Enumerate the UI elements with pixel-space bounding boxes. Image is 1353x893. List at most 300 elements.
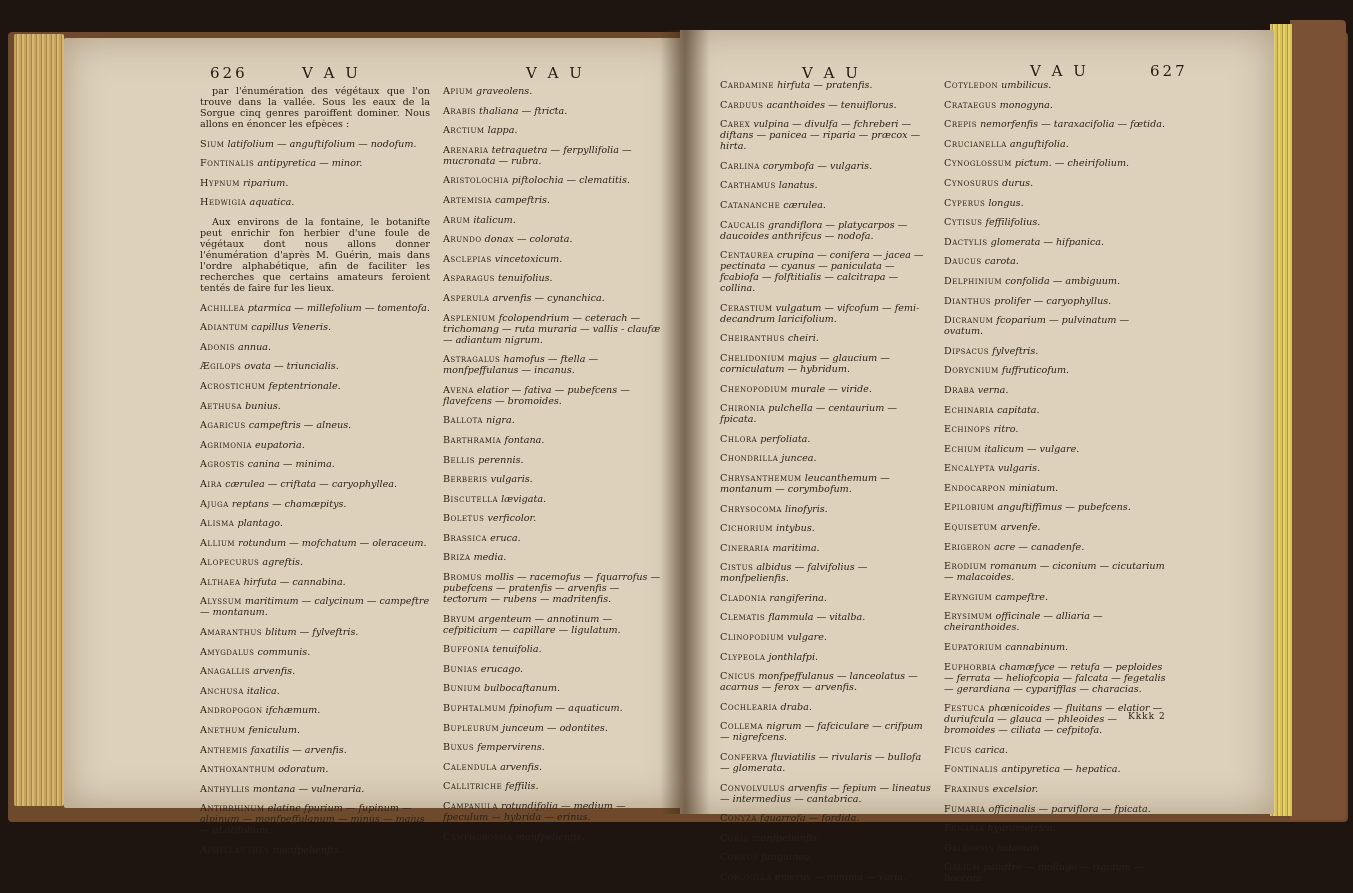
species-entry: [944, 823, 1170, 834]
species-entry: [200, 420, 430, 431]
genus-name: Dipsacus: [944, 345, 990, 357]
genus-name: Cotyledon: [944, 80, 999, 91]
species-entry: [200, 764, 430, 775]
genus-name: Ficus: [944, 744, 972, 756]
genus-name: Echinaria: [944, 404, 994, 416]
species-entry: [944, 276, 1170, 287]
species-names: maritimum — calycinum — campeftre — montanum.: [200, 596, 430, 619]
genus-name: Delphinium: [944, 275, 1002, 287]
species-entry: [200, 745, 430, 756]
right-page-number: 627: [1150, 62, 1188, 80]
species-entry: [944, 158, 1170, 169]
genus-name: Erysimum: [944, 611, 993, 623]
species-names: phœnicoides — fluitans — elatior — duriufcula — glauca — phleoides — bromoides — ciliata — cefpitofa.: [944, 703, 1163, 737]
species-entry: [720, 161, 932, 172]
genus-name: Brassica: [443, 532, 488, 544]
species-entry: [944, 100, 1170, 111]
species-entry: [720, 702, 932, 713]
species-entry: [944, 662, 1170, 695]
species-entry: [200, 342, 430, 353]
species-entry: [200, 577, 430, 588]
right-page-column-1: [720, 80, 932, 892]
species-names: fempervirens.: [477, 742, 545, 754]
species-entry: [200, 459, 430, 470]
genus-name: Buxus: [443, 742, 475, 754]
genus-name: Calendula: [443, 761, 497, 773]
right-page-column-2: [944, 80, 1170, 893]
species-entry: [200, 725, 430, 736]
genus-name: Antirrhinum: [200, 803, 265, 815]
species-entry: [720, 504, 932, 515]
species-names: monfpelienfis.: [515, 831, 585, 843]
species-entry: [944, 764, 1170, 775]
species-names: hirfuta — cannabina.: [243, 576, 346, 588]
genus-name: Cornus: [720, 852, 759, 864]
species-entry: [443, 435, 665, 446]
species-names: capitata.: [997, 404, 1040, 416]
species-entry: [443, 832, 665, 843]
species-names: rotundifolia — medium — fpeculum — hybrida — erinus.: [443, 801, 626, 823]
genus-name: Caucalis: [720, 219, 765, 231]
genus-name: Bupleurum: [443, 722, 500, 734]
species-names: ovata — triuncialis.: [244, 361, 339, 373]
species-entry: [944, 444, 1170, 455]
genus-name: Bryum: [443, 613, 476, 625]
species-names: faxatilis — arvenfis.: [250, 744, 347, 756]
species-names: grandiflora — platycarpos — daucoides anthrifcus — nodofa.: [720, 219, 908, 242]
species-entry: [944, 522, 1170, 533]
species-names: feniculum.: [248, 725, 300, 737]
species-entry: [200, 158, 430, 169]
genus-name: Aethusa: [200, 400, 243, 412]
species-names: monfpeffulanus — lanceolatus — acarnus — ferox — arvenfis.: [720, 671, 918, 694]
signature-mark: Kkkk 2: [1128, 712, 1166, 722]
genus-name: Anethum: [200, 725, 246, 737]
species-names: annua.: [238, 341, 272, 353]
genus-name: Cheiranthus: [720, 333, 785, 345]
genus-name: Sium: [200, 138, 225, 150]
genus-name: Bellis: [443, 454, 476, 466]
species-names: feffilifolius.: [985, 217, 1041, 229]
species-entry: [944, 296, 1170, 307]
species-entry: [720, 384, 932, 395]
species-entry: [720, 721, 932, 743]
genus-name: Aira: [200, 478, 223, 490]
species-names: cannabinum.: [1005, 642, 1069, 654]
species-entry: [443, 145, 665, 167]
species-names: linofyris.: [785, 503, 828, 515]
species-names: pulchella — centaurium — fpicata.: [720, 403, 897, 426]
species-names: nigra.: [486, 415, 515, 427]
species-entry: [200, 557, 430, 568]
species-entry: [200, 627, 430, 638]
genus-name: Buphtalmum: [443, 703, 506, 715]
species-names: eruca.: [490, 532, 521, 544]
species-entry: [944, 405, 1170, 416]
species-entry: [944, 80, 1170, 91]
left-page-column-2: [443, 86, 665, 851]
genus-name: Avena: [443, 384, 474, 396]
species-names: anguftiffimus — pubefcens.: [997, 502, 1131, 514]
genus-name: Chrysocoma: [720, 503, 782, 515]
species-names: antipyretica — minor.: [257, 158, 363, 170]
species-entry: [443, 533, 665, 544]
species-entry: [944, 483, 1170, 494]
species-names: lævigata.: [501, 493, 547, 505]
genus-name: Callitriche: [443, 781, 503, 793]
genus-name: Amaranthus: [200, 627, 263, 639]
species-entry: [944, 178, 1170, 189]
species-entry: [944, 745, 1170, 756]
species-entry: [944, 365, 1170, 376]
genus-name: Chenopodium: [720, 383, 788, 395]
species-names: thaliana — ftriƈta.: [479, 105, 568, 117]
genus-name: Briza: [443, 552, 471, 564]
species-entry: [443, 572, 665, 605]
genus-name: Galium: [944, 862, 981, 874]
species-names: umbilicus.: [1001, 80, 1052, 91]
species-names: piƈtum. — cheirifolium.: [1014, 158, 1130, 170]
species-list: [720, 80, 932, 883]
species-names: bulbocaftanum.: [483, 683, 561, 695]
species-entry: [720, 872, 932, 883]
species-entry: [443, 215, 665, 226]
species-entry: [200, 538, 430, 549]
species-names: fylveftris.: [992, 345, 1039, 357]
species-entry: [720, 593, 932, 604]
species-names: hirfuta — pratenfis.: [777, 80, 873, 91]
species-entry: [944, 217, 1170, 228]
genus-name: Acrostichum: [200, 380, 266, 392]
species-names: fpinofum — aquaticum.: [509, 703, 623, 715]
species-names: odoratum.: [278, 764, 329, 776]
species-entry: [200, 518, 430, 529]
genus-name: Berberis: [443, 474, 488, 486]
species-names: officinalis — parviflora — fpicata.: [988, 803, 1151, 815]
genus-name: Festuca: [944, 703, 986, 715]
left-page-number: 626: [210, 64, 248, 82]
species-entry: [200, 197, 430, 208]
species-entry: [720, 403, 932, 425]
species-names: ifchæmum.: [265, 705, 321, 717]
genus-name: Coronilla: [720, 872, 772, 883]
species-names: arvenfis — fepium — lineatus — intermedius — cantabrica.: [720, 782, 931, 805]
species-names: miniatum.: [1008, 482, 1059, 494]
genus-name: Campanula: [443, 801, 498, 812]
species-names: corymbofa — vulgaris.: [762, 160, 873, 172]
species-entry: [443, 354, 665, 376]
species-names: intybus.: [775, 523, 815, 535]
species-entry: [443, 683, 665, 694]
genus-name: Cichorium: [720, 523, 773, 535]
genus-name: Hedwigia: [200, 197, 247, 209]
species-list: [443, 86, 665, 843]
species-names: campeftris.: [494, 194, 551, 206]
species-list: [944, 80, 1170, 884]
species-entry: [944, 198, 1170, 209]
species-entry: [200, 322, 430, 333]
species-names: erucago.: [480, 663, 524, 675]
genus-name: Clematis: [720, 612, 766, 624]
genus-name: Crepis: [944, 119, 977, 131]
species-entry: [720, 100, 932, 111]
species-names: capillus Veneris.: [251, 322, 332, 334]
genus-name: Equisetum: [944, 522, 998, 534]
species-entry: [944, 804, 1170, 815]
species-entry: [443, 742, 665, 753]
species-entry: [443, 801, 665, 823]
species-names: draba.: [780, 701, 812, 713]
species-names: italicum — vulgare.: [984, 443, 1080, 455]
species-list: [200, 303, 430, 856]
species-entry: [720, 453, 932, 464]
species-names: tetraquetra — ferpyllifolia — mucronata — rubra.: [443, 144, 632, 167]
species-entry: [720, 752, 932, 774]
species-entry: [720, 333, 932, 344]
species-entry: [200, 499, 430, 510]
species-entry: [443, 781, 665, 792]
species-names: ptarmica — millefolium — tomentofa.: [247, 302, 430, 314]
genus-name: Dianthus: [944, 295, 992, 307]
species-entry: [720, 671, 932, 693]
species-entry: [443, 474, 665, 485]
genus-name: Daucus: [944, 256, 982, 268]
genus-name: Althaea: [200, 576, 241, 588]
genus-name: Conferva: [720, 752, 768, 764]
species-entry: [443, 455, 665, 466]
species-names: rotundum — mofchatum — oleraceum.: [238, 537, 427, 549]
genus-name: Cistus: [720, 562, 754, 574]
genus-name: Cineraria: [720, 542, 770, 554]
genus-name: Achillea: [200, 302, 245, 314]
genus-name: Alyssum: [200, 596, 242, 608]
species-names: agreftis.: [262, 557, 303, 569]
left-running-head-1: V A U: [302, 64, 361, 82]
species-names: feptentrionale.: [268, 380, 341, 392]
species-names: murale — viride.: [790, 383, 872, 395]
species-entry: [200, 803, 430, 836]
species-entry: [200, 686, 430, 697]
species-entry: [944, 139, 1170, 150]
species-entry: [720, 200, 932, 211]
species-names: arvenfe.: [1000, 522, 1041, 534]
species-entry: [944, 385, 1170, 396]
species-names: glomerata — hifpanica.: [990, 236, 1105, 248]
genus-name: Allium: [200, 537, 236, 549]
species-names: chamæfyce — retufa — peploides — ferrata — heliofcopia — falcata — fegetalis — gerardiana — cyparifflas — characias.: [944, 661, 1166, 695]
species-names: perfoliata.: [760, 433, 811, 445]
genus-name: Fumaria: [944, 803, 986, 815]
species-names: tenuifolius.: [498, 273, 553, 285]
genus-name: Erigeron: [944, 541, 991, 553]
species-names: cærulea.: [783, 199, 826, 211]
species-names: paluftre — mollugo — rigidum — bocconi: [944, 862, 1144, 885]
species-entry: [720, 852, 932, 863]
species-entry: [944, 119, 1170, 130]
species-names: vulpina — divulfa — fchreberi — diftans — panicea — riparia — præcox — hirta.: [720, 119, 921, 153]
species-entry: [944, 542, 1170, 553]
genus-name: Clinopodium: [720, 632, 785, 644]
species-entry: [944, 642, 1170, 653]
species-entry: [944, 346, 1170, 357]
species-entry: [944, 315, 1170, 337]
species-names: donax — colorata.: [484, 234, 573, 246]
species-names: mollis — racemofus — fquarrofus — pubefcens — pratenfis — arvenfis — teƈtorum — rubens — madritenfis.: [443, 572, 661, 606]
genus-name: Cynoglossum: [944, 158, 1012, 170]
genus-name: Astragalus: [443, 354, 501, 366]
genus-name: Chironia: [720, 403, 766, 415]
genus-name: Adonis: [200, 341, 235, 353]
species-entry: [443, 273, 665, 284]
left-page-column-1: [200, 86, 430, 865]
species-names: prolifer — caryophyllus.: [994, 295, 1112, 307]
species-names: fanguinea.: [761, 852, 813, 864]
species-names: lappa.: [487, 125, 518, 137]
species-names: officinale — alliaria — cheiranthoides.: [944, 611, 1103, 634]
species-entry: [443, 513, 665, 524]
species-names: perennis.: [478, 454, 524, 466]
species-names: cheiri.: [787, 333, 819, 345]
right-running-head-2: V A U: [1030, 62, 1089, 80]
genus-name: Chlora: [720, 433, 758, 445]
genus-name: Galeopsis: [944, 842, 994, 854]
genus-name: Arctium: [443, 125, 485, 137]
species-names: argenteum — annotinum — cefpiticium — capillare — ligulatum.: [443, 613, 621, 636]
species-names: durus.: [1002, 177, 1034, 189]
genus-name: Draba: [944, 384, 975, 396]
species-entry: [944, 843, 1170, 854]
species-names: fuffruticofum.: [1001, 365, 1070, 377]
genus-name: Dactylis: [944, 236, 988, 248]
species-names: majus — glaucium — corniculatum — hybridum.: [720, 352, 890, 375]
species-names: elatine fpurium — fupinum — alpinum — monfpeffulanum — minus — majus — oLatifolium.: [200, 803, 425, 837]
genus-name: Erodium: [944, 561, 987, 573]
water-species-list: [200, 139, 430, 209]
species-names: vulgaris.: [997, 463, 1041, 475]
species-names: italicum.: [473, 214, 516, 226]
species-names: fquarrofa — fordida.: [759, 813, 860, 825]
species-names: canina — minima.: [247, 459, 335, 471]
species-entry: [443, 195, 665, 206]
genus-name: Dicranum: [944, 315, 994, 327]
genus-name: Fontinalis: [944, 764, 999, 776]
genus-name: Andropogon: [200, 705, 263, 717]
species-entry: [720, 523, 932, 534]
genus-name: Eupatorium: [944, 642, 1003, 654]
species-entry: [443, 234, 665, 245]
species-names: campeftre.: [995, 591, 1049, 603]
species-entry: [200, 440, 430, 451]
species-names: campeftris — alneus.: [248, 420, 352, 432]
species-names: acanthoides — tenuiflorus.: [766, 99, 897, 111]
species-names: carica.: [975, 744, 1008, 756]
species-names: reptans — chamæpitys.: [231, 498, 347, 510]
genus-name: Amygdalus: [200, 646, 255, 658]
species-names: monogyna.: [999, 99, 1053, 111]
species-names: flammula — vitalba.: [768, 612, 866, 624]
genus-name: Asclepias: [443, 253, 492, 265]
species-names: emerus — minima — varia.: [774, 872, 907, 883]
species-entry: [200, 784, 430, 795]
species-entry: [720, 353, 932, 375]
species-entry: [443, 614, 665, 636]
genus-name: Centaurea: [720, 250, 774, 262]
species-entry: [443, 106, 665, 117]
species-entry: [200, 647, 430, 658]
genus-name: Alisma: [200, 518, 235, 530]
genus-name: Hypnum: [200, 177, 240, 189]
right-cover: [1290, 20, 1346, 820]
species-names: lanatus.: [778, 180, 818, 192]
genus-name: Adiantum: [200, 322, 249, 334]
species-entry: [944, 463, 1170, 474]
species-names: monfpelienfis.: [272, 845, 342, 856]
species-names: feffilis.: [505, 781, 539, 793]
species-entry: [443, 494, 665, 505]
species-names: excelsior.: [992, 784, 1039, 795]
species-names: leucanthemum — montanum — corymbofum.: [720, 472, 890, 495]
genus-name: Carthamus: [720, 180, 776, 192]
species-names: fcolopendrium — ceterach — trichomang — ruta muraria — vallis - claufæ — adiantum nigrum.: [443, 312, 661, 346]
genus-name: Crucianella: [944, 138, 1007, 150]
species-names: cærulea — criftata — caryophyllea.: [225, 478, 398, 490]
genus-name: Agrimonia: [200, 439, 252, 451]
species-entry: [443, 254, 665, 265]
species-names: latifolium — anguftifolium — nodofum.: [227, 138, 417, 150]
species-names: media.: [473, 552, 507, 564]
genus-name: Fontinalis: [200, 158, 255, 170]
species-entry: [720, 303, 932, 325]
genus-name: Anthyllis: [200, 783, 250, 795]
species-entry: [443, 552, 665, 563]
species-names: montana — vulneraria.: [252, 783, 365, 795]
species-entry: [720, 80, 932, 91]
species-entry: [443, 703, 665, 714]
genus-name: Alopecurus: [200, 557, 260, 569]
species-names: verna.: [977, 384, 1009, 396]
genus-name: Arum: [443, 214, 471, 226]
species-names: vincetoxicum.: [494, 253, 563, 265]
species-entry: [944, 561, 1170, 583]
species-names: verficolor.: [487, 513, 537, 525]
species-entry: [720, 783, 932, 805]
genus-name: Chondrilla: [720, 453, 779, 465]
species-entry: [200, 479, 430, 490]
genus-name: Asplenium: [443, 312, 496, 324]
species-entry: [443, 313, 665, 346]
genus-name: Arenaria: [443, 144, 489, 156]
species-entry: [720, 220, 932, 242]
genus-name: Agrostis: [200, 459, 245, 471]
species-entry: [443, 125, 665, 136]
species-names: carota.: [984, 256, 1019, 268]
species-names: anguftifolia.: [1009, 138, 1069, 150]
genus-name: Crataegus: [944, 99, 997, 111]
species-names: piftolochia — clematitis.: [511, 175, 630, 187]
species-entry: [443, 175, 665, 186]
species-names: rangiferina.: [769, 592, 827, 604]
genus-name: Cytisus: [944, 217, 983, 229]
genus-name: Aristolochia: [443, 175, 509, 187]
genus-name: Biscutella: [443, 493, 498, 505]
left-running-head-2: V A U: [526, 64, 585, 82]
genus-name: Arundo: [443, 234, 482, 246]
species-names: vulgaris.: [490, 474, 533, 486]
species-entry: [720, 543, 932, 554]
genus-name: Clypeola: [720, 651, 766, 663]
genus-name: Cyperus: [944, 197, 986, 209]
genus-name: Endocarpon: [944, 482, 1006, 494]
